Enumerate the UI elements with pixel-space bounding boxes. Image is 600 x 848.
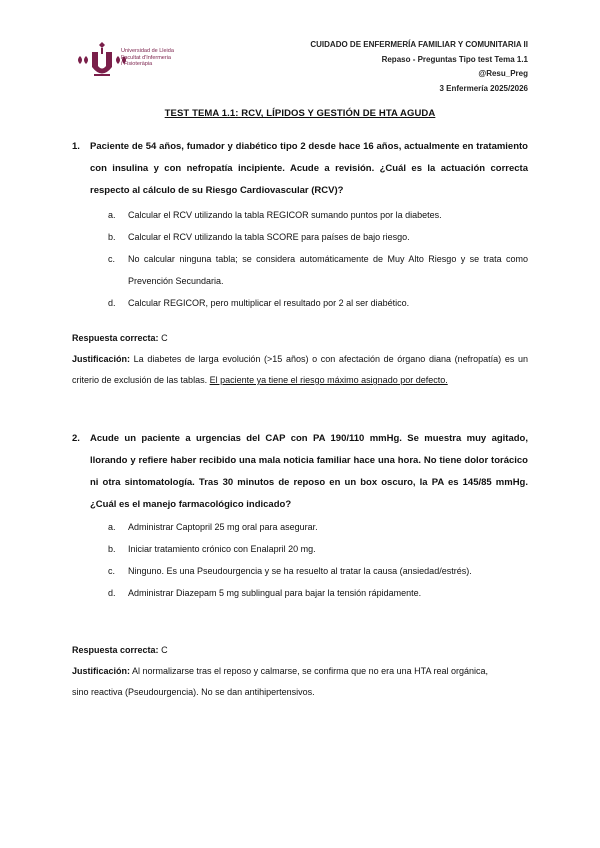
option-a: a. Administrar Captopril 25 mg oral para asegurar. [108,522,318,532]
justification-text: Al normalizarse tras el reposo y calmarse, se confirma que no era una HTA real orgánica, sino reactiva (Pseudourgencia). No se dan antihipertensivos. [72,666,489,697]
page-title: TEST TEMA 1.1: RCV, LÍPIDOS Y GESTIÓN DE HTA AGUDA [164,108,436,119]
option-c: c. No calcular ninguna tabla; se considera automáticamente de Muy Alto Riesgo y se trata como Prevención Secundaria. [108,254,528,286]
header-info [310,38,528,96]
correct-answer: C [161,333,168,343]
option-c: c. Ninguno. Es una Pseudourgencia y se ha resuelto al tratar la causa (ansiedad/estrés). [108,566,472,576]
question-2-options [108,516,528,604]
academic-year: 3 Enfermería 2025/2026 [439,83,528,93]
question-1: 1. Paciente de 54 años, fumador y diabético tipo 2 desde hace 16 años, actualmente en tratamiento con insulina y con nefropatía incipiente. Acude a revisión. ¿Cuál es la actuación correcta respecto al cálculo de su Riesgo Cardiovascular (RCV)? [72,141,528,196]
option-a: a. Calcular el RCV utilizando la tabla REGICOR sumando puntos por la diabetes. [108,210,442,220]
author-handle: @Resu_Preg [478,69,528,78]
question-1-options [108,204,528,314]
option-b: b. Iniciar tratamiento crónico con Enalapril 20 mg. [108,544,316,554]
correct-answer: C [161,645,168,655]
justification-underlined: El paciente ya tiene el riesgo máximo asignado por defecto. [209,375,448,385]
logo-text: Universidad de Lleida Facultat d'Infermeria i Fisioteràpia [121,48,174,67]
option-b: b. Calcular el RCV utilizando la tabla SCORE para países de bajo riesgo. [108,232,410,242]
option-d: d. Administrar Diazepam 5 mg sublingual para bajar la tensión rápidamente. [108,588,422,598]
course-name: CUIDADO DE ENFERMERÍA FAMILIAR Y COMUNITARIA II [310,40,528,49]
option-d: d. Calcular REGICOR, pero multiplicar el resultado por 2 al ser diabético. [108,298,410,308]
question-2: 2. Acude un paciente a urgencias del CAP con PA 190/110 mmHg. Se muestra muy agitado, llorando y refiere haber recibido una mala noticia familiar hace una hora. No tiene dolor torácico ni otra sintomatología. Tras 30 minutos de reposo en un box oscuro, la PA es 145/85 mmHg. ¿Cuál es el manejo farmacológico indicado? [72,433,528,510]
document-subtitle: Repaso - Preguntas Tipo test Tema 1.1 [381,54,528,64]
question-text: Acude un paciente a urgencias del CAP con PA 190/110 mmHg. Se muestra muy agitado, llorando y refiere haber recibido una mala noticia familiar hace una hora. No tiene dolor torácico ni otra sintomatología. Tras 30 minutos de reposo en un box oscuro, la PA es 145/85 mmHg. ¿Cuál es el manejo farmacológico indicado? [90,433,528,510]
question-text: Paciente de 54 años, fumador y diabético tipo 2 desde hace 16 años, actualmente en tratamiento con insulina y con nefropatía incipiente. Acude a revisión. ¿Cuál es la actuación correcta respecto al cálculo de su Riesgo Cardiovascular (RCV)? [90,141,528,196]
justification-text: La diabetes de larga evolución (>15 años) o con afectación de órgano diana (nefropatía) es un criterio de exclusión de las tablas. [72,354,528,385]
question-1-answer: Respuesta correcta: C Justificación: La diabetes de larga evolución (>15 años) o con afectación de órgano diana (nefropatía) es un criterio de exclusión de las tablas. El paciente ya tiene el riesgo máximo asignado por defecto. [72,333,528,385]
question-2-answer: Respuesta correcta: C Justificación: Al normalizarse tras el reposo y calmarse, se confirma que no era una HTA real orgánica, sino reactiva (Pseudourgencia). No se dan antihipertensivos. [72,645,489,697]
